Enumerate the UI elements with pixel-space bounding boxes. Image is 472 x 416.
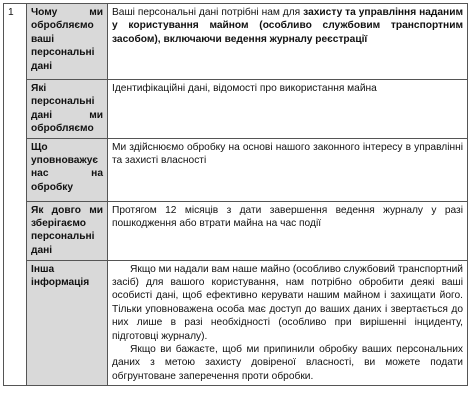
question-cell: Чому ми обробляємо ваші персональні дані	[27, 4, 108, 80]
table-row	[4, 4, 468, 80]
answer-text: Ваші персональні дані потрібні нам для	[112, 7, 304, 18]
table-row	[4, 138, 468, 201]
answer-emphasis: захисту та управління наданим у користування майном (особливо службовим транспортним засобом), включаючи ведення журналу реєстрації	[112, 7, 463, 45]
table-row	[4, 80, 468, 139]
answer-cell: Ми здійснюємо обробку на основі нашого законного інтересу в управлінні та захисті власності	[108, 138, 468, 201]
question-cell: Що уповноважує нас на обробку	[27, 138, 108, 201]
question-cell: Як довго ми зберігаємо персональні дані	[27, 201, 108, 260]
question-cell: Інша інформація	[27, 260, 108, 386]
answer-cell	[108, 4, 468, 80]
question-cell: Які персональні дані ми обробляємо	[27, 80, 108, 139]
answer-paragraph: Якщо ми надали вам наше майно (особливо службовий транспортний засіб) для вашого користування, нам потрібно обробити деякі ваші особисті дані, щоб ефективно керувати нашим майном і захищати його. Тільки уповноважена особа має доступ до ваших даних і звертається до них лише в разі необхідності (особливо при вирішенні інциденту, підготовці журналу).	[112, 263, 463, 342]
answer-cell: Ідентифікаційні дані, відомості про використання майна	[108, 80, 468, 139]
answer-paragraph: Якщо ви бажаєте, щоб ми припинили обробку ваших персональних даних з метою захисту довіреної власності, ви можете подати обгрунтоване заперечення проти обробки.	[112, 344, 463, 382]
row-number: 1	[4, 4, 27, 386]
table-row	[4, 201, 468, 260]
answer-cell: Протягом 12 місяців з дати завершення ведення журналу у разі пошкодження або втрати майна на час події	[108, 201, 468, 260]
data-processing-table	[3, 3, 468, 386]
table-row	[4, 260, 468, 386]
answer-cell	[108, 260, 468, 386]
